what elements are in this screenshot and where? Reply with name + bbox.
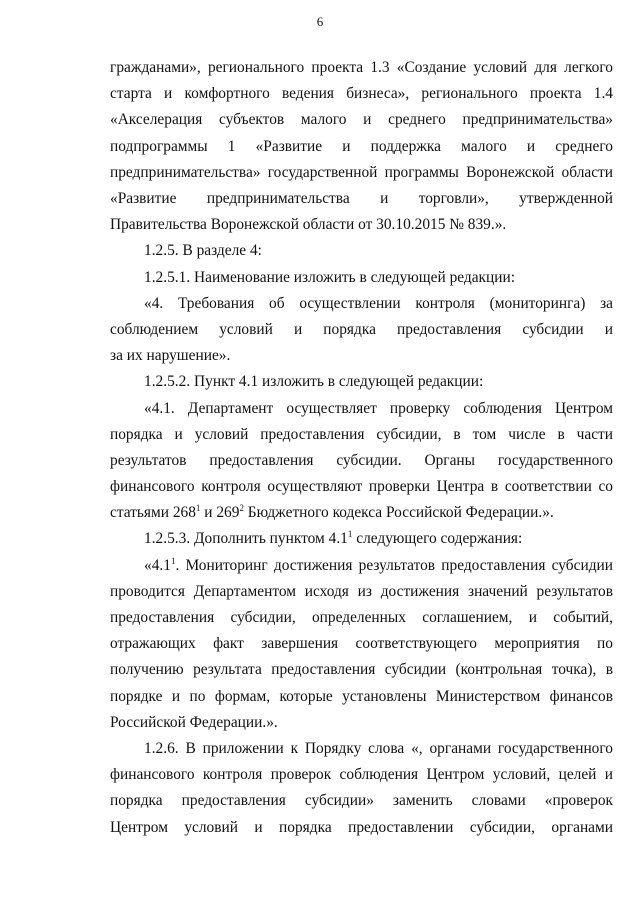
text-fragment: . Мониторинг достижения результатов предоставления субсидии <box>175 556 613 574</box>
document-body <box>110 55 613 841</box>
text-fragment: следующего содержания: <box>352 530 523 548</box>
text-fragment: статьями 268 <box>110 504 196 522</box>
text-line <box>110 526 613 552</box>
text-line: Центром условий и порядка предоставлении субсидии, органами <box>110 818 613 836</box>
text-line: порядка и условий предоставления субсидии, в том числе в части <box>110 425 613 443</box>
text-line: предпринимательства» государственной программы Воронежской области <box>110 163 613 181</box>
text-line <box>110 500 613 526</box>
text-line: за их нарушение». <box>110 347 231 365</box>
text-line: 1.2.6. В приложении к Порядку слова «, органами государственного <box>144 740 613 757</box>
text-line: старта и комфортного ведения бизнеса», регионального проекта 1.4 <box>110 85 613 103</box>
superscript: 2 <box>239 503 244 514</box>
text-line: подпрограммы 1 «Развитие и поддержка малого и среднего <box>110 137 613 155</box>
text-line: проводится Департаментом исходя из достижения значений результатов <box>110 582 613 600</box>
text-fragment: «4.1 <box>144 556 171 574</box>
superscript: 1 <box>170 555 176 566</box>
text-line: соблюдением условий и порядка предоставления субсидии и <box>110 320 613 338</box>
superscript: 1 <box>195 503 201 514</box>
text-line: Российской Федерации.». <box>110 713 278 731</box>
text-line: предоставления субсидии, определенных соглашением, и событий, <box>110 609 613 627</box>
text-line: «4.1. Департамент осуществляет проверку соблюдения Центром <box>144 399 613 417</box>
text-line: «Акселерация субъектов малого и среднего предпринимательства» <box>110 111 613 129</box>
text-line: 1.2.5. В разделе 4: <box>144 242 262 260</box>
text-line: порядка предоставления субсидии» заменить словами «проверок <box>110 792 613 810</box>
text-line: Правительства Воронежской области от 30.10.2015 № 839.». <box>110 216 507 234</box>
text-line: получению результата предоставления субсидии (контрольная точка), в <box>110 661 613 679</box>
text-fragment: и 269 <box>200 504 240 522</box>
text-line: гражданами», регионального проекта 1.3 «Создание условий для легкого <box>110 59 613 76</box>
text-fragment: Бюджетного кодекса Российской Федерации.». <box>243 504 554 522</box>
text-line: 1.2.5.1. Наименование изложить в следующей редакции: <box>144 268 516 286</box>
text-line <box>110 553 613 579</box>
superscript: 1 <box>347 529 353 540</box>
text-line: финансового контроля осуществляют проверки Центра в соответствии со <box>110 478 613 496</box>
text-line: 1.2.5.2. Пункт 4.1 изложить в следующей редакции: <box>144 373 484 391</box>
text-line: «Развитие предпринимательства и торговли», утвержденной <box>110 189 613 207</box>
page-number: 6 <box>316 14 324 29</box>
text-line: финансового контроля проверок соблюдения Центром условий, целей и <box>110 766 613 784</box>
text-fragment: 1.2.5.3. Дополнить пунктом 4.1 <box>144 530 348 548</box>
text-line: «4. Требования об осуществлении контроля (мониторинга) за <box>144 294 613 312</box>
text-line: результатов предоставления субсидии. Органы государственного <box>110 451 613 469</box>
text-line: отражающих факт завершения соответствующего мероприятия по <box>110 635 613 653</box>
text-line: порядке и по формам, которые установлены Министерством финансов <box>110 687 613 705</box>
